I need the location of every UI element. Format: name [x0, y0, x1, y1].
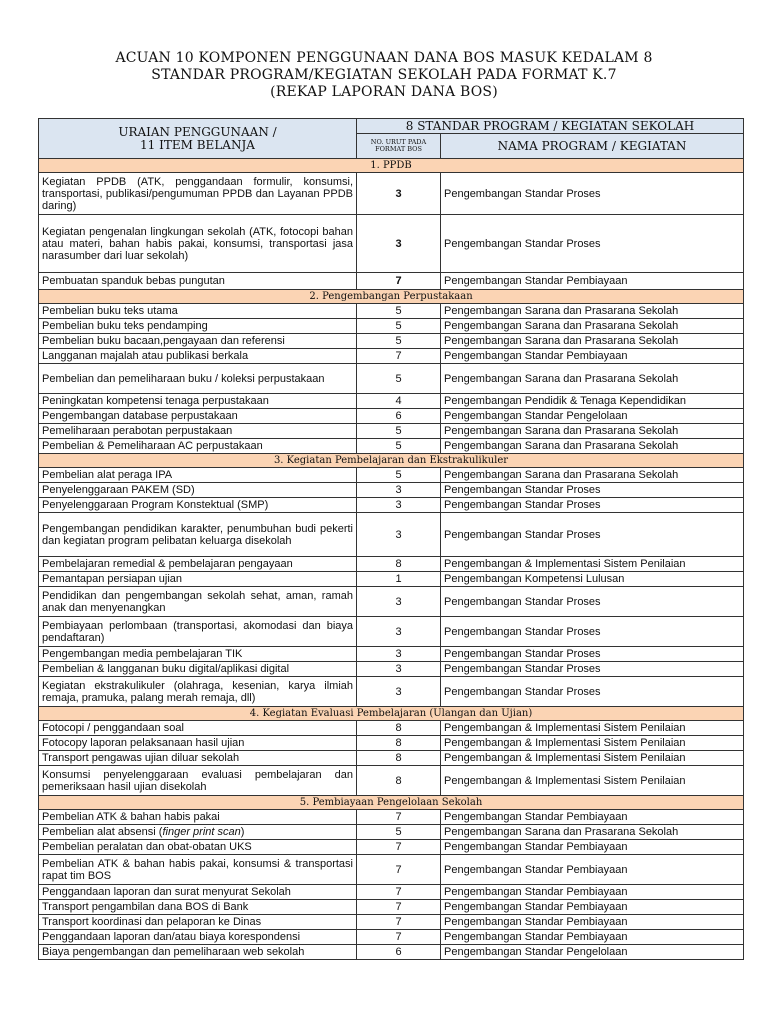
- nama-program-cell: Pengembangan Kompetensi Lulusan: [441, 572, 744, 587]
- uraian-cell: Konsumsi penyelenggaraan evaluasi pembelajaran dan pemeriksaan hasil ujian disekolah: [39, 766, 357, 796]
- nama-program-cell: Pengembangan Standar Pembiayaan: [441, 900, 744, 915]
- header-no-urut-line-1: NO. URUT PADA: [370, 138, 427, 146]
- table-row: [39, 945, 744, 960]
- no-urut-cell: 3: [357, 173, 441, 215]
- nama-program-cell: Pengembangan Standar Pembiayaan: [441, 930, 744, 945]
- nama-program-cell: Pengembangan Standar Proses: [441, 498, 744, 513]
- no-urut-cell: 7: [357, 840, 441, 855]
- header-uraian: [39, 119, 357, 159]
- no-urut-cell: 3: [357, 587, 441, 617]
- nama-program-cell: Pengembangan Standar Proses: [441, 662, 744, 677]
- table-row: [39, 319, 744, 334]
- no-urut-cell: 3: [357, 498, 441, 513]
- nama-program-cell: Pengembangan Sarana dan Prasarana Sekolah: [441, 334, 744, 349]
- table-row: [39, 766, 744, 796]
- nama-program-cell: Pengembangan Standar Pengelolaan: [441, 945, 744, 960]
- table-row: [39, 409, 744, 424]
- no-urut-cell: 5: [357, 319, 441, 334]
- section-header-row: [39, 159, 744, 173]
- nama-program-cell: Pengembangan Sarana dan Prasarana Sekolah: [441, 364, 744, 394]
- no-urut-cell: 3: [357, 647, 441, 662]
- no-urut-cell: 8: [357, 557, 441, 572]
- title-line-1: ACUAN 10 KOMPONEN PENGGUNAAN DANA BOS MASUK KEDALAM 8: [115, 50, 653, 66]
- uraian-cell: Penggandaan laporan dan surat menyurat Sekolah: [39, 885, 357, 900]
- uraian-cell: Fotocopy laporan pelaksanaan hasil ujian: [39, 736, 357, 751]
- no-urut-cell: 5: [357, 304, 441, 319]
- no-urut-cell: 1: [357, 572, 441, 587]
- no-urut-cell: 3: [357, 483, 441, 498]
- nama-program-cell: Pengembangan Standar Pembiayaan: [441, 349, 744, 364]
- table-row: [39, 334, 744, 349]
- no-urut-cell: 3: [357, 513, 441, 557]
- section-header-row: [39, 454, 744, 468]
- nama-program-cell: Pengembangan Standar Pembiayaan: [441, 840, 744, 855]
- uraian-cell: Kegiatan pengenalan lingkungan sekolah (ATK, fotocopi bahan atau materi, bahan habis pakai, konsumsi, transportasi jasa narasumber dari luar sekolah): [39, 215, 357, 273]
- uraian-cell: Pemeliharaan perabotan perpustakaan: [39, 424, 357, 439]
- nama-program-cell: Pengembangan Standar Pembiayaan: [441, 855, 744, 885]
- no-urut-cell: 3: [357, 677, 441, 707]
- nama-program-cell: Pengembangan Standar Pembiayaan: [441, 885, 744, 900]
- table-row: [39, 915, 744, 930]
- no-urut-cell: 3: [357, 215, 441, 273]
- table-row: [39, 855, 744, 885]
- uraian-cell: Pembuatan spanduk bebas pungutan: [39, 273, 357, 290]
- uraian-cell: Transport koordinasi dan pelaporan ke Dinas: [39, 915, 357, 930]
- nama-program-cell: Pengembangan & Implementasi Sistem Penilaian: [441, 721, 744, 736]
- uraian-cell: Pengembangan media pembelajaran TIK: [39, 647, 357, 662]
- nama-program-cell: Pengembangan Sarana dan Prasarana Sekolah: [441, 304, 744, 319]
- table-body: [39, 159, 744, 960]
- nama-program-cell: Pengembangan Standar Pengelolaan: [441, 409, 744, 424]
- nama-program-cell: Pengembangan Standar Proses: [441, 677, 744, 707]
- no-urut-cell: 5: [357, 364, 441, 394]
- no-urut-cell: 5: [357, 825, 441, 840]
- document-title: [0, 50, 768, 101]
- nama-program-cell: Pengembangan Pendidik & Tenaga Kependidikan: [441, 394, 744, 409]
- table-row: [39, 513, 744, 557]
- uraian-cell: Biaya pengembangan dan pemeliharaan web sekolah: [39, 945, 357, 960]
- uraian-cell: Pembelian peralatan dan obat-obatan UKS: [39, 840, 357, 855]
- uraian-cell: Pemantapan persiapan ujian: [39, 572, 357, 587]
- uraian-cell: Pembelian & langganan buku digital/aplikasi digital: [39, 662, 357, 677]
- uraian-cell: Pembelian buku bacaan,pengayaan dan referensi: [39, 334, 357, 349]
- table-row: [39, 173, 744, 215]
- no-urut-cell: 5: [357, 439, 441, 454]
- table-row: [39, 900, 744, 915]
- table-row: [39, 751, 744, 766]
- uraian-text-pre: Pembelian alat absensi (: [42, 826, 163, 838]
- no-urut-cell: 7: [357, 915, 441, 930]
- section-header-row: [39, 707, 744, 721]
- uraian-cell: Pembelian alat peraga IPA: [39, 468, 357, 483]
- table-row: [39, 721, 744, 736]
- no-urut-cell: 4: [357, 394, 441, 409]
- table-row: [39, 468, 744, 483]
- table-row: [39, 647, 744, 662]
- table-row: [39, 810, 744, 825]
- nama-program-cell: Pengembangan Sarana dan Prasarana Sekolah: [441, 424, 744, 439]
- no-urut-cell: 8: [357, 736, 441, 751]
- uraian-cell: Penggandaan laporan dan/atau biaya korespondensi: [39, 930, 357, 945]
- uraian-cell: Transport pengawas ujian diluar sekolah: [39, 751, 357, 766]
- uraian-cell: Kegiatan PPDB (ATK, penggandaan formulir, konsumsi, transportasi, publikasi/pengumuman PPDB dan Layanan PPDB daring): [39, 173, 357, 215]
- uraian-cell: Pembelian ATK & bahan habis pakai, konsumsi & transportasi rapat tim BOS: [39, 855, 357, 885]
- no-urut-cell: 7: [357, 273, 441, 290]
- nama-program-cell: Pengembangan Standar Pembiayaan: [441, 273, 744, 290]
- table-row: [39, 885, 744, 900]
- section-title: 3. Kegiatan Pembelajaran dan Ekstrakulikuler: [39, 454, 744, 468]
- table-row: [39, 215, 744, 273]
- nama-program-cell: Pengembangan & Implementasi Sistem Penilaian: [441, 751, 744, 766]
- uraian-cell: Peningkatan kompetensi tenaga perpustakaan: [39, 394, 357, 409]
- uraian-cell: Pendidikan dan pengembangan sekolah sehat, aman, ramah anak dan menyenangkan: [39, 587, 357, 617]
- no-urut-cell: 7: [357, 810, 441, 825]
- no-urut-cell: 3: [357, 662, 441, 677]
- uraian-cell: [39, 825, 357, 840]
- uraian-cell: Pembelajaran remedial & pembelajaran pengayaan: [39, 557, 357, 572]
- uraian-cell: Pembelian buku teks pendamping: [39, 319, 357, 334]
- section-header-row: [39, 290, 744, 304]
- table-row: [39, 439, 744, 454]
- nama-program-cell: Pengembangan Standar Pembiayaan: [441, 915, 744, 930]
- uraian-cell: Pengembangan pendidikan karakter, penumbuhan budi pekerti dan kegiatan program pelibatan keluarga disekolah: [39, 513, 357, 557]
- section-title: 5. Pembiayaan Pengelolaan Sekolah: [39, 796, 744, 810]
- table-header-row-1: [39, 119, 744, 134]
- no-urut-cell: 7: [357, 930, 441, 945]
- nama-program-cell: Pengembangan Standar Proses: [441, 483, 744, 498]
- table-row: [39, 617, 744, 647]
- no-urut-cell: 3: [357, 617, 441, 647]
- table-row: [39, 677, 744, 707]
- uraian-cell: Fotocopi / penggandaan soal: [39, 721, 357, 736]
- nama-program-cell: Pengembangan Standar Proses: [441, 173, 744, 215]
- uraian-cell: Pembelian dan pemeliharaan buku / koleksi perpustakaan: [39, 364, 357, 394]
- no-urut-cell: 7: [357, 349, 441, 364]
- header-standar-program: 8 STANDAR PROGRAM / KEGIATAN SEKOLAH: [357, 119, 744, 134]
- uraian-text-post: ): [240, 826, 245, 838]
- uraian-cell: Pembelian & Pemeliharaan AC perpustakaan: [39, 439, 357, 454]
- header-no-urut-line-2: FORMAT BOS: [375, 145, 422, 153]
- table-row: [39, 662, 744, 677]
- nama-program-cell: Pengembangan Standar Proses: [441, 513, 744, 557]
- uraian-text-italic: finger print scan: [162, 826, 241, 838]
- nama-program-cell: Pengembangan Standar Proses: [441, 647, 744, 662]
- uraian-cell: Penyelenggaraan PAKEM (SD): [39, 483, 357, 498]
- no-urut-cell: 5: [357, 424, 441, 439]
- table-row: [39, 349, 744, 364]
- table-row: [39, 587, 744, 617]
- nama-program-cell: Pengembangan Sarana dan Prasarana Sekolah: [441, 468, 744, 483]
- no-urut-cell: 8: [357, 751, 441, 766]
- title-line-2: STANDAR PROGRAM/KEGIATAN SEKOLAH PADA FORMAT K.7: [151, 67, 617, 83]
- uraian-cell: Pembelian ATK & bahan habis pakai: [39, 810, 357, 825]
- table-row: [39, 736, 744, 751]
- nama-program-cell: Pengembangan Standar Proses: [441, 215, 744, 273]
- uraian-cell: Pembiayaan perlombaan (transportasi, akomodasi dan biaya pendaftaran): [39, 617, 357, 647]
- nama-program-cell: Pengembangan Standar Proses: [441, 617, 744, 647]
- header-nama-program: NAMA PROGRAM / KEGIATAN: [441, 134, 744, 159]
- uraian-cell: Penyelenggaraan Program Konstektual (SMP): [39, 498, 357, 513]
- section-title: 2. Pengembangan Perpustakaan: [39, 290, 744, 304]
- nama-program-cell: Pengembangan & Implementasi Sistem Penilaian: [441, 736, 744, 751]
- bos-component-table: [38, 118, 744, 960]
- table-row: [39, 424, 744, 439]
- nama-program-cell: Pengembangan Standar Proses: [441, 587, 744, 617]
- section-title: 1. PPDB: [39, 159, 744, 173]
- table-row: [39, 572, 744, 587]
- uraian-cell: Transport pengambilan dana BOS di Bank: [39, 900, 357, 915]
- no-urut-cell: 5: [357, 334, 441, 349]
- nama-program-cell: Pengembangan & Implementasi Sistem Penilaian: [441, 766, 744, 796]
- header-uraian-line-2: 11 ITEM BELANJA: [140, 137, 255, 152]
- nama-program-cell: Pengembangan & Implementasi Sistem Penilaian: [441, 557, 744, 572]
- table-row: [39, 304, 744, 319]
- table-row: [39, 825, 744, 840]
- table-row: [39, 394, 744, 409]
- table-row: [39, 273, 744, 290]
- table-row: [39, 557, 744, 572]
- nama-program-cell: Pengembangan Standar Pembiayaan: [441, 810, 744, 825]
- title-line-3: (REKAP LAPORAN DANA BOS): [270, 84, 498, 100]
- nama-program-cell: Pengembangan Sarana dan Prasarana Sekolah: [441, 319, 744, 334]
- uraian-cell: Pembelian buku teks utama: [39, 304, 357, 319]
- table-row: [39, 840, 744, 855]
- uraian-cell: Langganan majalah atau publikasi berkala: [39, 349, 357, 364]
- table-row: [39, 930, 744, 945]
- no-urut-cell: 5: [357, 468, 441, 483]
- no-urut-cell: 7: [357, 855, 441, 885]
- table-row: [39, 498, 744, 513]
- no-urut-cell: 6: [357, 945, 441, 960]
- nama-program-cell: Pengembangan Sarana dan Prasarana Sekolah: [441, 439, 744, 454]
- section-header-row: [39, 796, 744, 810]
- no-urut-cell: 8: [357, 766, 441, 796]
- nama-program-cell: Pengembangan Sarana dan Prasarana Sekolah: [441, 825, 744, 840]
- no-urut-cell: 7: [357, 885, 441, 900]
- uraian-cell: Pengembangan database perpustakaan: [39, 409, 357, 424]
- no-urut-cell: 6: [357, 409, 441, 424]
- header-no-urut: [357, 134, 441, 159]
- no-urut-cell: 8: [357, 721, 441, 736]
- table-row: [39, 483, 744, 498]
- section-title: 4. Kegiatan Evaluasi Pembelajaran (Ulangan dan Ujian): [39, 707, 744, 721]
- no-urut-cell: 7: [357, 900, 441, 915]
- table-row: [39, 364, 744, 394]
- uraian-cell: Kegiatan ekstrakulikuler (olahraga, kesenian, karya ilmiah remaja, pramuka, palang merah remaja, dll): [39, 677, 357, 707]
- header-uraian-line-1: URAIAN PENGGUNAAN /: [118, 124, 277, 139]
